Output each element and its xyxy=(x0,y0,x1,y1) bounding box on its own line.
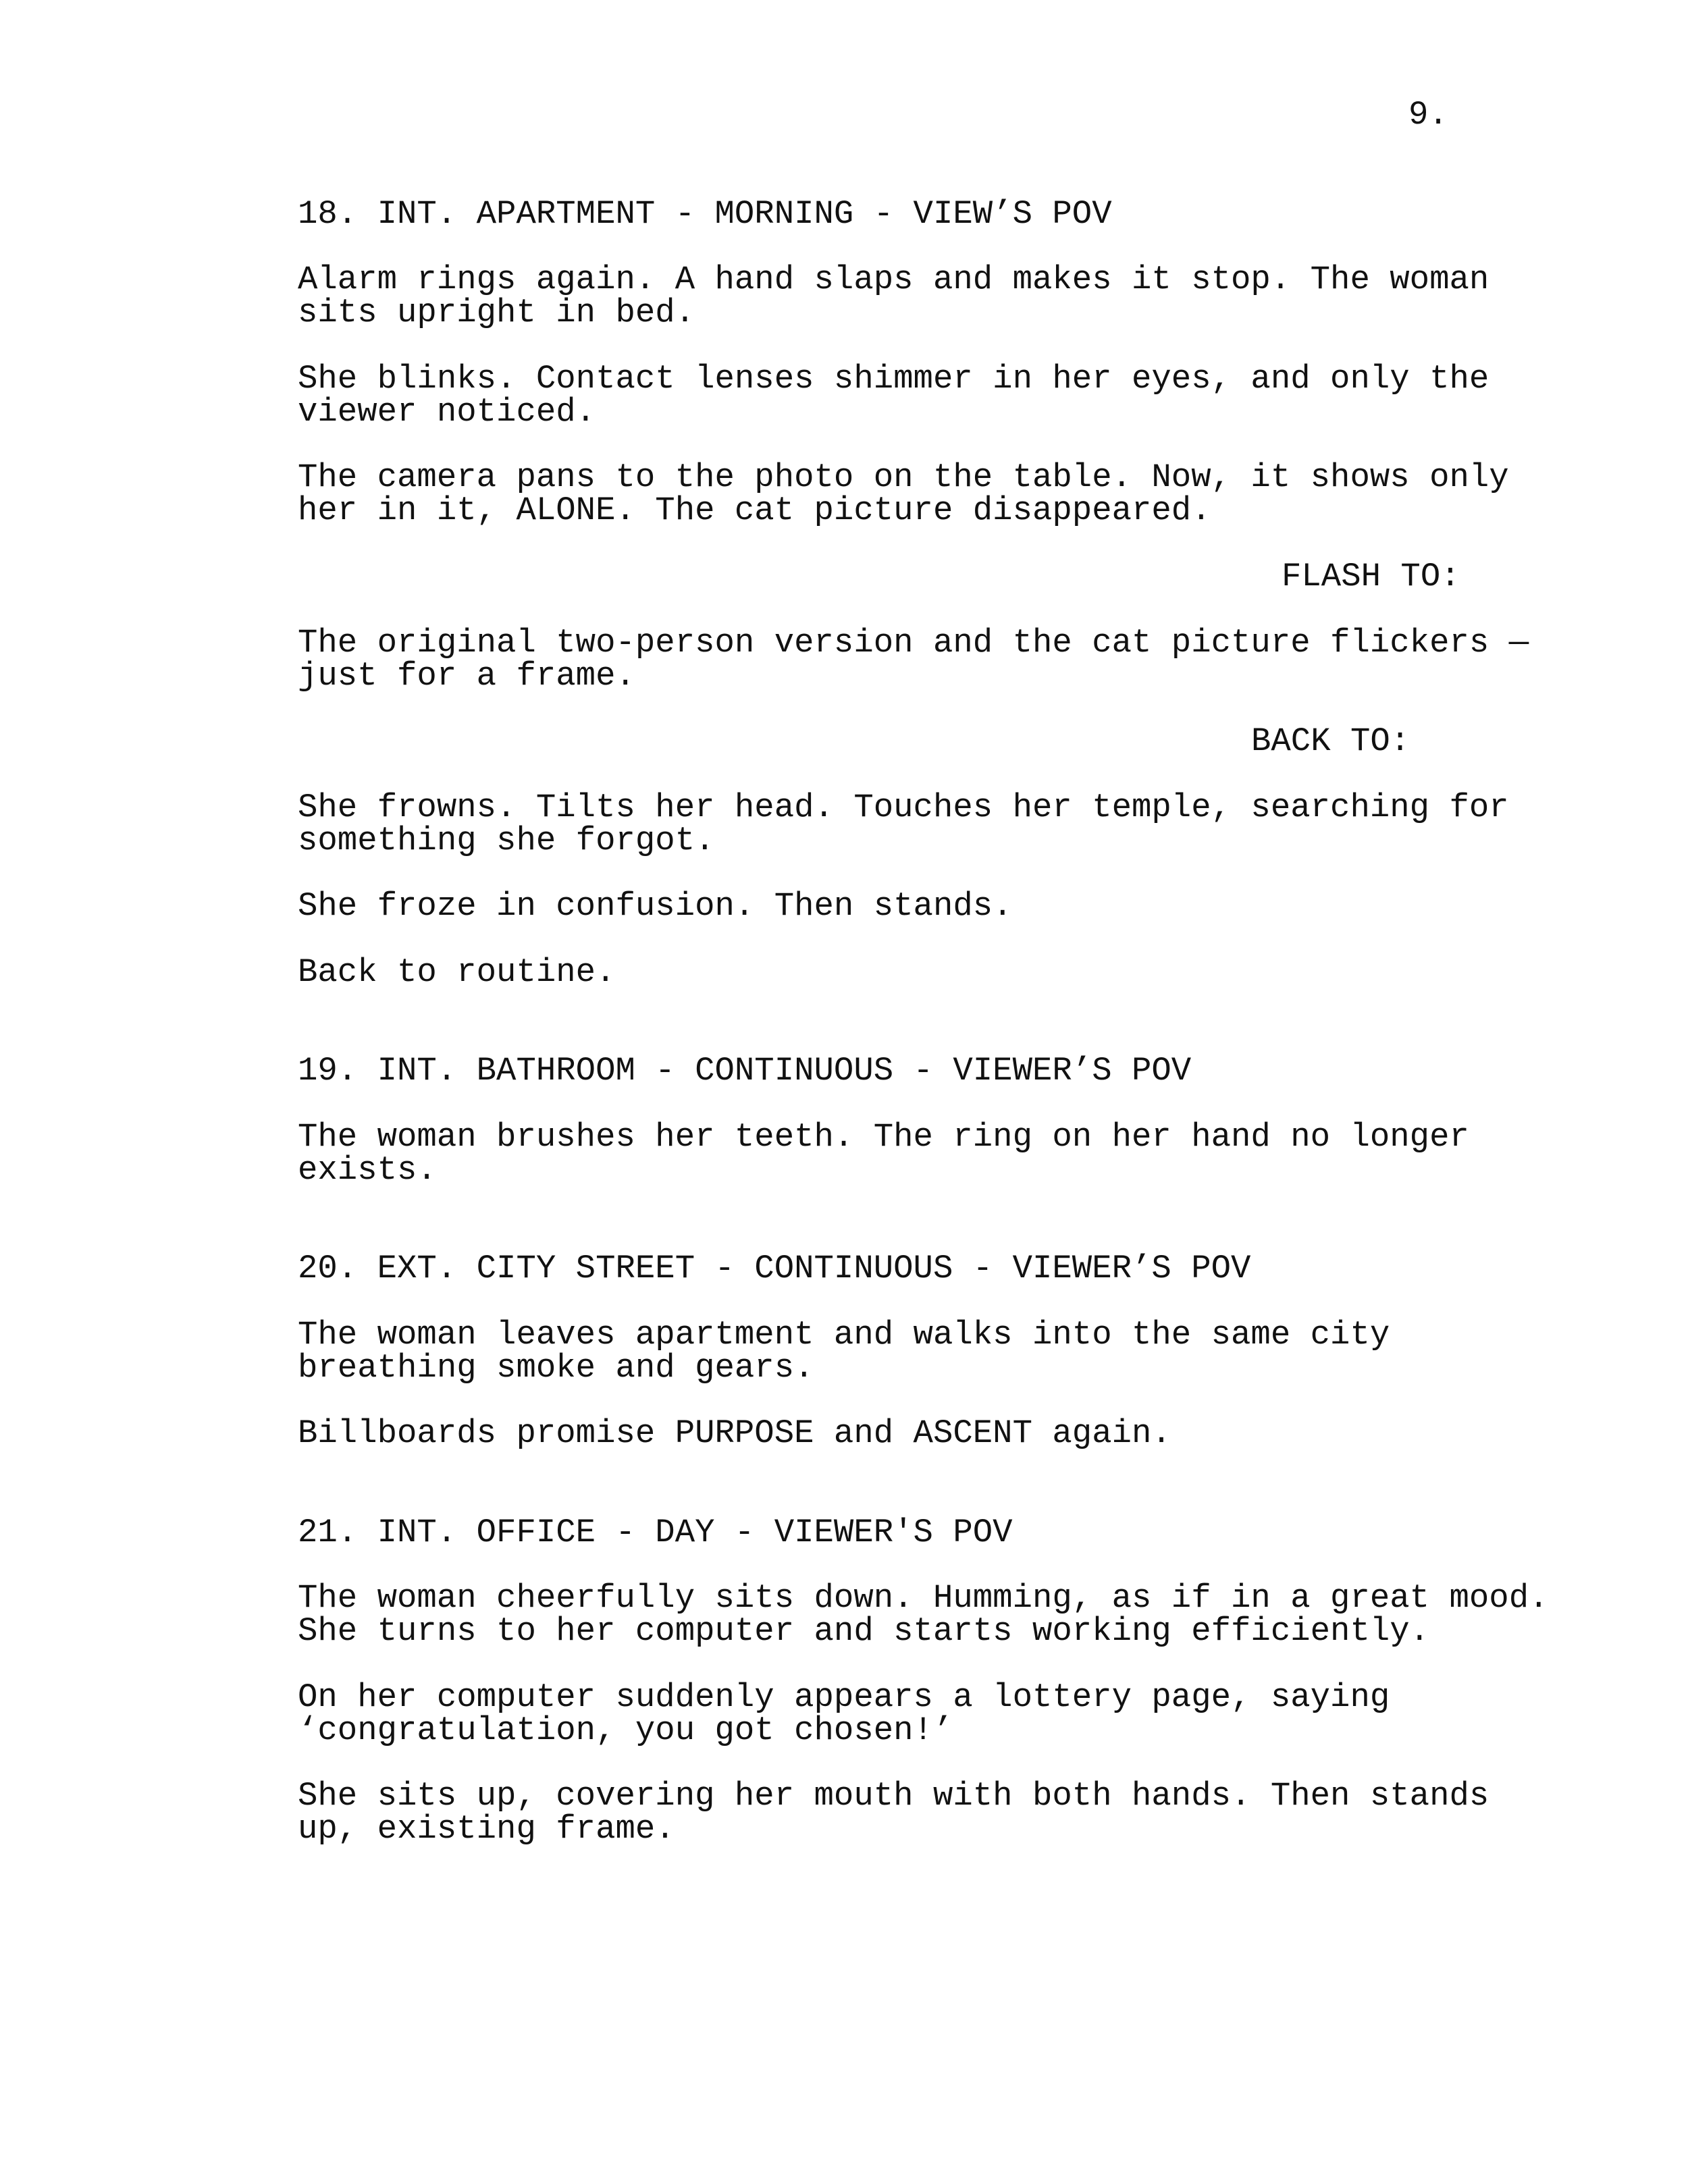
action-line: On her computer suddenly appears a lottery page, saying xyxy=(298,1678,1390,1716)
scene-heading: 21. INT. OFFICE - DAY - VIEWER'S POV xyxy=(298,1514,1013,1551)
action-line: up, existing frame. xyxy=(298,1810,675,1848)
action-line: The original two-person version and the cat picture flickers — xyxy=(298,624,1529,662)
action-line: sits upright in bed. xyxy=(298,294,695,331)
page-number: 9. xyxy=(1408,96,1448,134)
action-line: her in it, ALONE. The cat picture disappeared. xyxy=(298,491,1211,529)
action-line: The woman leaves apartment and walks into the same city xyxy=(298,1316,1390,1354)
scene-heading: 18. INT. APARTMENT - MORNING - VIEW’S POV xyxy=(298,195,1112,233)
action-line: The woman brushes her teeth. The ring on her hand no longer xyxy=(298,1118,1469,1156)
action-line: She blinks. Contact lenses shimmer in her eyes, and only the xyxy=(298,360,1489,398)
scene-heading: 19. INT. BATHROOM - CONTINUOUS - VIEWER’S POV xyxy=(298,1052,1192,1090)
transition: FLASH TO: xyxy=(1282,558,1460,595)
transition: BACK TO: xyxy=(1251,722,1410,760)
action-line: something she forgot. xyxy=(298,822,715,859)
action-line: just for a frame. xyxy=(298,657,635,695)
action-line: The woman cheerfully sits down. Humming, as if in a great mood. xyxy=(298,1579,1549,1617)
scene-heading: 20. EXT. CITY STREET - CONTINUOUS - VIEWER’S POV xyxy=(298,1250,1251,1287)
action-line: She turns to her computer and starts working efficiently. xyxy=(298,1612,1430,1650)
action-line: exists. xyxy=(298,1151,437,1189)
action-line: Back to routine. xyxy=(298,953,616,991)
action-line: She froze in confusion. Then stands. xyxy=(298,887,1013,925)
action-line: She sits up, covering her mouth with both hands. Then stands xyxy=(298,1777,1489,1815)
action-line: viewer noticed. xyxy=(298,393,596,431)
action-line: She frowns. Tilts her head. Touches her temple, searching for xyxy=(298,789,1509,826)
action-line: breathing smoke and gears. xyxy=(298,1349,814,1387)
action-line: Alarm rings again. A hand slaps and makes it stop. The woman xyxy=(298,261,1489,298)
action-line: ‘congratulation, you got chosen!’ xyxy=(298,1711,953,1749)
action-line: Billboards promise PURPOSE and ASCENT again. xyxy=(298,1414,1171,1452)
action-line: The camera pans to the photo on the table. Now, it shows only xyxy=(298,458,1509,496)
